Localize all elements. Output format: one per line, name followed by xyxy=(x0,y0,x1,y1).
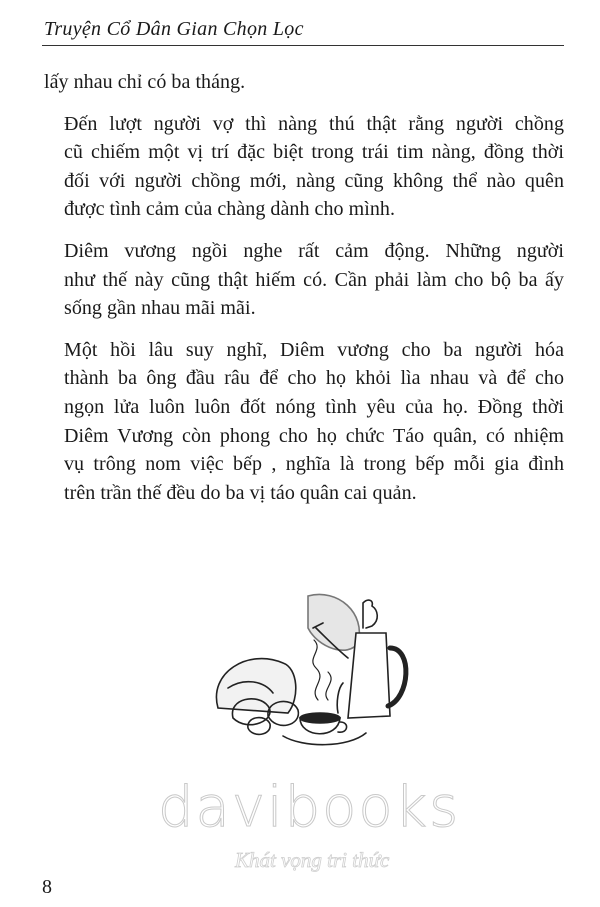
watermark-tagline: Khát vọng tri thức xyxy=(235,848,390,872)
header-rule xyxy=(42,45,564,46)
text-line: sống gần nhau mãi mãi. xyxy=(64,297,256,320)
paragraph xyxy=(44,110,564,224)
text-line: như thế này cũng thật hiếm có. Cần phải làm cho bộ ba ấy xyxy=(64,268,564,291)
paragraph xyxy=(44,336,564,508)
text-line: vụ trông nom việc bếp , nghĩa là trong bếp mỗi gia đình xyxy=(64,453,564,476)
watermark-logo: davibooks xyxy=(158,775,461,840)
text-line: được tình cảm của chàng dành cho mình. xyxy=(64,198,395,221)
paragraph xyxy=(44,237,564,323)
page-number: 8 xyxy=(42,876,52,898)
body-text xyxy=(44,68,564,520)
paragraph xyxy=(44,68,564,97)
text-line: Một hồi lâu suy nghĩ, Diêm vương cho ba người hóa xyxy=(64,338,564,361)
text-line: ngọn lửa luôn luôn đốt nóng tình yêu của họ. Đồng thời xyxy=(64,395,564,418)
text-line: Đến lượt người vợ thì nàng thú thật rằng người chồng xyxy=(64,112,564,135)
text-line: thành ba ông đầu râu để cho họ khỏi lìa nhau và để cho xyxy=(64,367,564,390)
text-line: đối với người chồng mới, nàng cũng không thể nào quên xyxy=(64,169,564,192)
text-line: Diêm vương ngồi nghe rất cảm động. Những người xyxy=(64,239,564,262)
text-line: Diêm Vương còn phong cho họ chức Táo quân, có nhiệm xyxy=(64,424,564,447)
header-title: Truyện Cổ Dân Gian Chọn Lọc xyxy=(44,18,304,40)
text-line: trên trần thế đều do ba vị táo quân cai quản. xyxy=(64,481,417,504)
teapot-cup-illustration xyxy=(188,588,418,768)
text-line: cũ chiếm một vị trí đặc biệt trong trái tim nàng, đồng thời xyxy=(64,141,564,164)
text-line: lấy nhau chỉ có ba tháng. xyxy=(44,71,246,93)
